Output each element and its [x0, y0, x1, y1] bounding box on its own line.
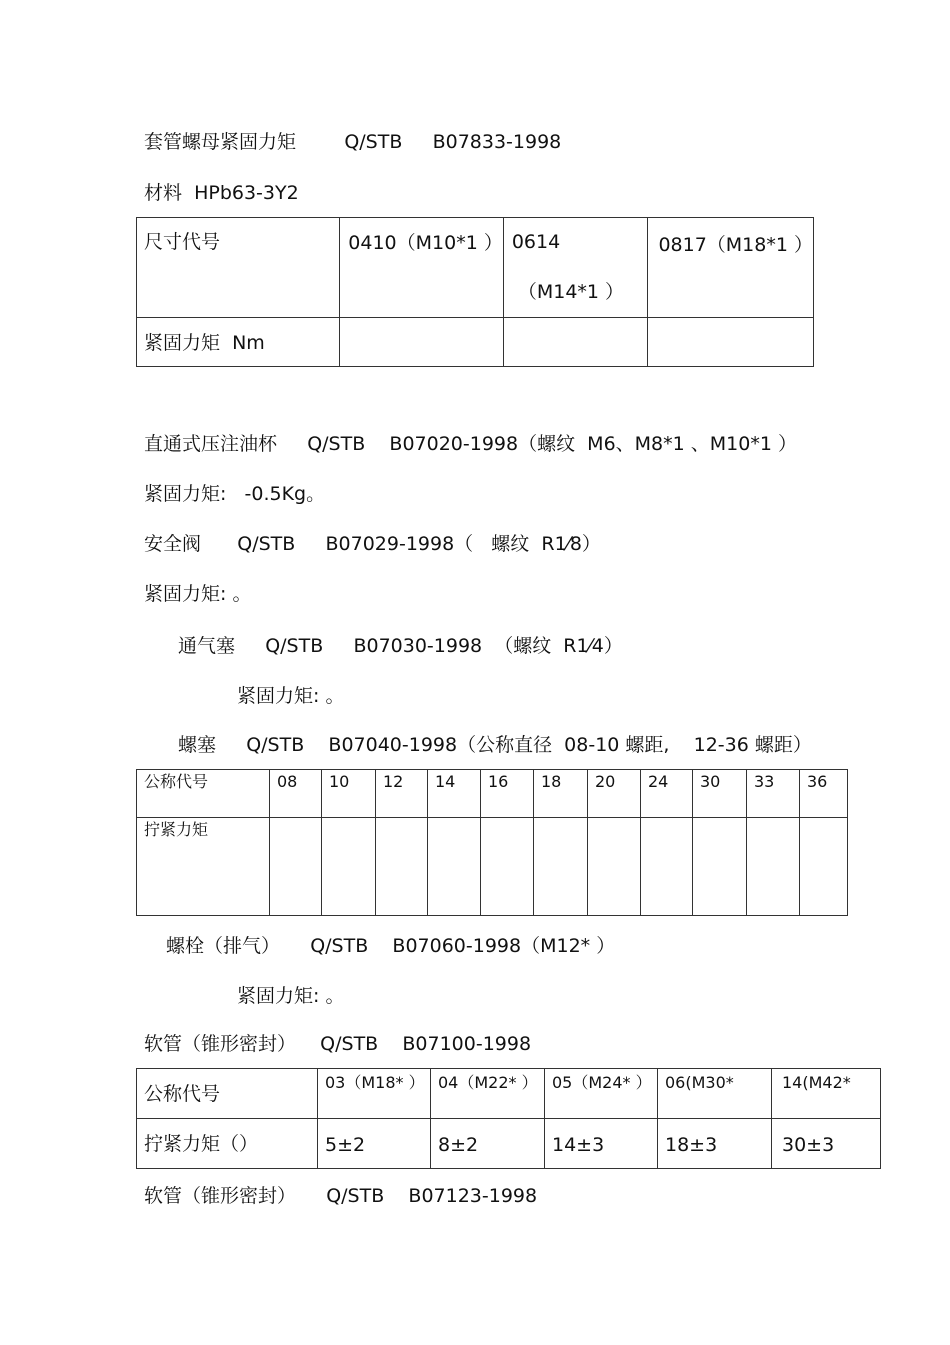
section-title-hose-2: 软管（锥形密封） Q/STB B07123-1998: [144, 1185, 538, 1207]
torque-line: 紧固力矩: -0.5Kg。: [144, 483, 326, 505]
value-cell: [693, 818, 747, 916]
value-cell: [800, 818, 848, 916]
table-row-label: 紧固力矩 Nm: [137, 318, 340, 367]
value-cell: 8±2: [431, 1119, 545, 1169]
section-title-hose: 软管（锥形密封） Q/STB B07100-1998: [144, 1033, 532, 1055]
value-cell: [588, 818, 641, 916]
value-cell: [340, 318, 504, 367]
section-title-exhaust-bolt: 螺栓（排气） Q/STB B07060-1998（M12* ）: [166, 935, 616, 957]
value-cell: [322, 818, 376, 916]
table-header-cell: 尺寸代号: [137, 218, 340, 318]
section-title-breather: 通气塞 Q/STB B07030-1998 （螺纹 R1⁄4）: [178, 635, 623, 657]
value-cell: 30±3: [772, 1119, 881, 1169]
section-title-plug: 螺塞 Q/STB B07040-1998（公称直径 08-10 螺距, 12-36 螺距）: [178, 734, 812, 756]
code-cell: 04（M22* ）: [431, 1069, 545, 1119]
code-cell: 08: [270, 770, 322, 818]
casing-nut-table: [136, 217, 814, 367]
material-line: 材料 HPb63-3Y2: [144, 182, 299, 204]
value-cell: [428, 818, 481, 916]
size-cell: 0614 （M14*1 ）: [503, 218, 648, 318]
value-cell: [503, 318, 648, 367]
torque-line: 紧固力矩: 。: [237, 985, 345, 1007]
value-cell: 14±3: [545, 1119, 658, 1169]
value-cell: [641, 818, 693, 916]
table-header-cell: 公称代号: [137, 1069, 318, 1119]
table-row-label: 拧紧力矩（）: [137, 1119, 318, 1169]
table-row-label: 拧紧力矩: [137, 818, 270, 916]
size-cell: 0817（M18*1 ）: [648, 218, 814, 318]
section-title-grease-cup: 直通式压注油杯 Q/STB B07020-1998（螺纹 M6、M8*1 、M10*1 ）: [144, 433, 797, 455]
value-cell: 5±2: [318, 1119, 431, 1169]
section-title-casing-nut: 套管螺母紧固力矩 Q/STB B07833-1998: [144, 131, 562, 153]
value-cell: [747, 818, 800, 916]
code-cell: 24: [641, 770, 693, 818]
code-cell: 20: [588, 770, 641, 818]
code-cell: 16: [481, 770, 534, 818]
torque-line: 紧固力矩: 。: [237, 685, 345, 707]
code-cell: 30: [693, 770, 747, 818]
table-header-cell: 公称代号: [137, 770, 270, 818]
code-cell: 14(M42*: [772, 1069, 881, 1119]
value-cell: [376, 818, 428, 916]
section-title-safety-valve: 安全阀 Q/STB B07029-1998（ 螺纹 R1⁄8）: [144, 533, 601, 555]
value-cell: [481, 818, 534, 916]
code-cell: 33: [747, 770, 800, 818]
value-cell: [534, 818, 588, 916]
code-cell: 36: [800, 770, 848, 818]
value-cell: 18±3: [658, 1119, 772, 1169]
size-cell: 0410（M10*1 ）: [340, 218, 504, 318]
value-cell: [648, 318, 814, 367]
hose-table: [136, 1068, 881, 1169]
plug-table: [136, 769, 848, 916]
code-cell: 03（M18* ）: [318, 1069, 431, 1119]
code-cell: 14: [428, 770, 481, 818]
code-cell: 06(M30*: [658, 1069, 772, 1119]
code-cell: 05（M24* ）: [545, 1069, 658, 1119]
code-cell: 18: [534, 770, 588, 818]
torque-line: 紧固力矩: 。: [144, 583, 252, 605]
code-cell: 12: [376, 770, 428, 818]
value-cell: [270, 818, 322, 916]
code-cell: 10: [322, 770, 376, 818]
